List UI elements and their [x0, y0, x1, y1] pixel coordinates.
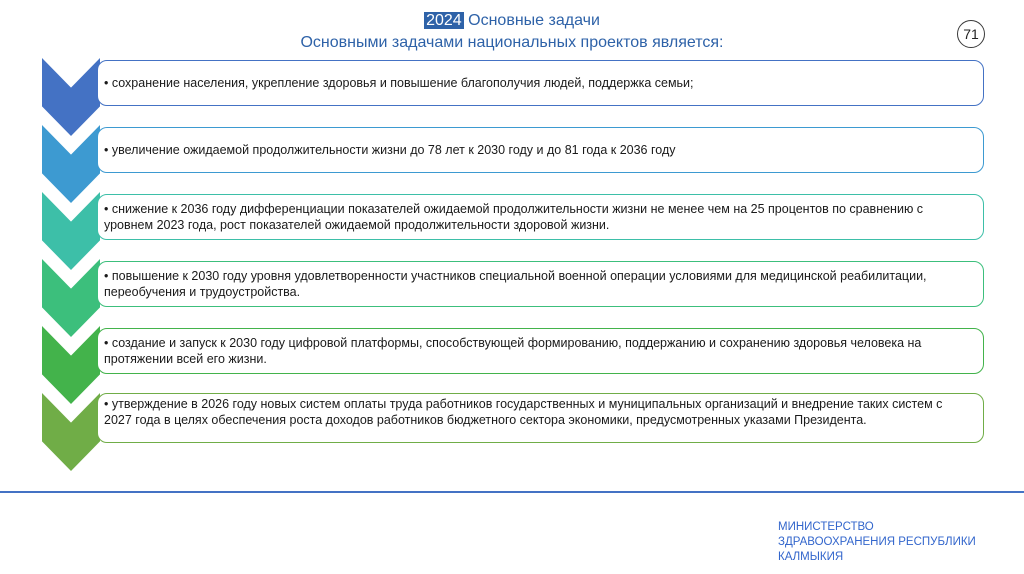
slide-header [0, 10, 1024, 54]
page-number-badge: 71 [957, 20, 985, 48]
task-text: • сохранение населения, укрепление здоровья и повышение благополучия людей, поддержка семьи; [104, 75, 694, 91]
year-badge: 2024 [426, 12, 462, 29]
task-text: • утверждение в 2026 году новых систем оплаты труда работников государственных и муниципальных организаций и внедрение таких систем с 2027 года в целях обеспечения роста доходов работников бюджетного сектора экономики, предусмотренных указами Президента. [104, 396, 971, 428]
task-item-1 [97, 60, 984, 106]
task-item-5 [97, 328, 984, 374]
chevron-arrow-4 [42, 259, 100, 337]
chevron-arrow-5 [42, 326, 100, 404]
title-text: Основные задачи [463, 12, 600, 29]
chevron-arrow-2 [42, 125, 100, 203]
ministry-line-2: ЗДРАВООХРАНЕНИЯ РЕСПУБЛИКИ [778, 536, 976, 548]
chevron-arrow-3 [42, 192, 100, 270]
ministry-label [778, 520, 1018, 565]
task-item-3 [97, 194, 984, 240]
task-item-6 [97, 393, 984, 443]
ministry-line-1: МИНИСТЕРСТВО [778, 521, 874, 533]
task-item-4 [97, 261, 984, 307]
footer-divider [0, 491, 1024, 493]
task-item-2 [97, 127, 984, 173]
chevron-arrow-6 [42, 393, 100, 471]
slide-subtitle: Основными задачами национальных проектов является: [300, 34, 724, 51]
task-text: • создание и запуск к 2030 году цифровой платформы, способствующей формированию, поддержанию и сохранению здоровья человека на протяжении всей его жизни. [104, 335, 971, 367]
task-text: • снижение к 2036 году дифференциации показателей ожидаемой продолжительности жизни не менее чем на 25 процентов по сравнению с уровнем 2023 года, рост показателей ожидаемой продолжительности здоровой жизни. [104, 201, 971, 233]
task-text: • повышение к 2030 году уровня удовлетворенности участников специальной военной операции условиями для медицинской реабилитации, переобучения и трудоустройства. [104, 268, 971, 300]
ministry-line-3: КАЛМЫКИЯ [778, 551, 844, 563]
slide-title [0, 10, 1024, 32]
task-text: • увеличение ожидаемой продолжительности жизни до 78 лет к 2030 году и до 81 года к 2036 году [104, 142, 676, 158]
chevron-arrow-1 [42, 58, 100, 136]
